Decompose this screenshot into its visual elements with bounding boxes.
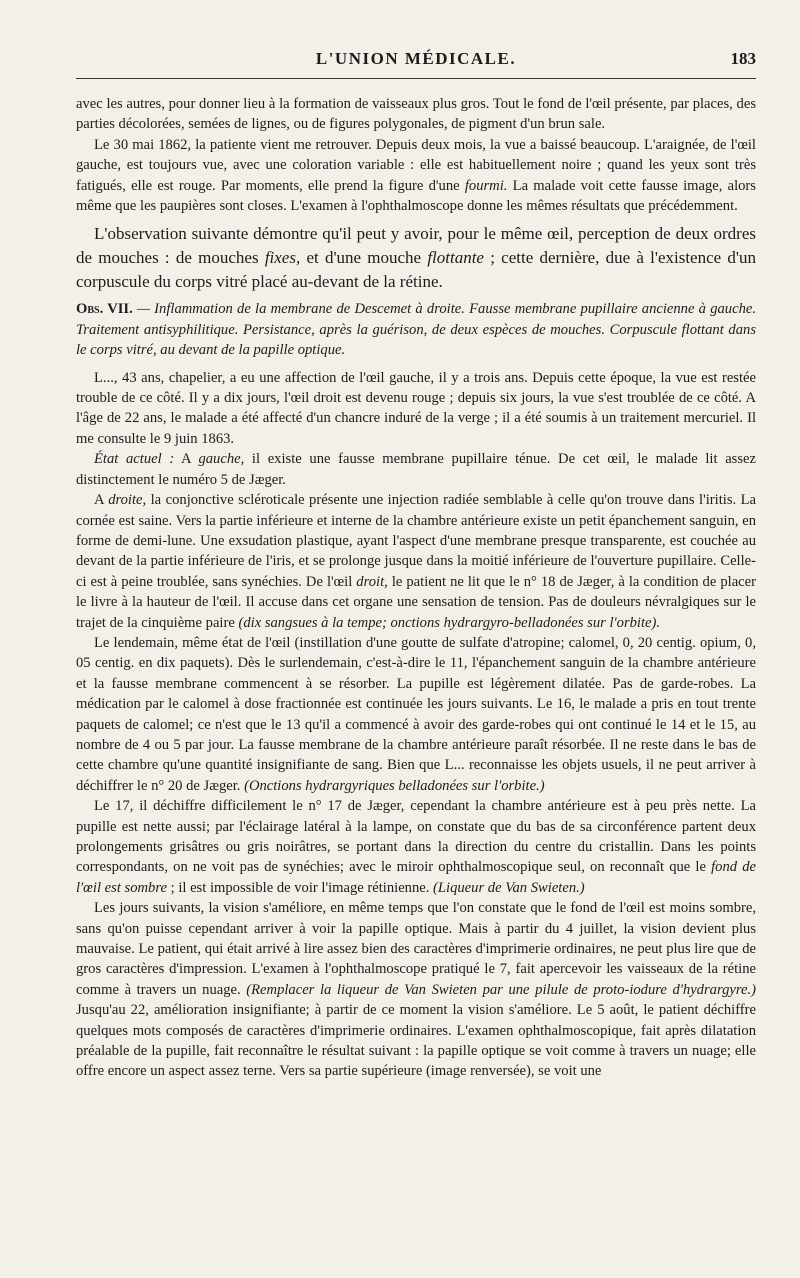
- italic-term: droit,: [356, 573, 388, 590]
- italic-treatment: (Liqueur de Van Swieten.): [433, 879, 585, 896]
- page-header: [76, 46, 756, 74]
- text-run: La malade voit cette fausse image, alors même que les paupières sont closes. L'examen à l'ophthalmoscope donne les mêmes résultats que précédemment.: [76, 177, 756, 215]
- text-run: A: [174, 451, 199, 468]
- text-run: il existe une fausse membrane pupillaire ténue. De cet œil, le malade lit assez distinctement le numéro 5 de Jæger.: [76, 451, 756, 488]
- lead-paragraph: [76, 222, 756, 294]
- paragraph-etat-actuel: [76, 449, 756, 490]
- italic-term: gauche,: [198, 451, 245, 468]
- text-run: Le 30 mai 1862, la patiente vient me retrouver. Depuis deux mois, la vue a baissé beaucoup. L'araignée, de l'œil gauche, est toujours vue, avec une coloration variable : elle est habituellement noire ; quand les yeux sont très fatigués, elle est rouge. Par moments, elle prend la figure d'une: [76, 136, 756, 194]
- text-run: ; il est impossible de voir l'image rétinienne.: [166, 879, 434, 896]
- paragraph-continuation: avec les autres, pour donner lieu à la formation de vaisseaux plus gros. Tout le fond de l'œil présente, par places, des parties décolorées, semées de lignes, ou de figures polygonales, de pigment d'un brun sale.: [76, 96, 756, 133]
- italic-term: fixes,: [264, 248, 301, 268]
- text-run: Jusqu'au 22, amélioration insignifiante; à partir de ce moment la vision s'améliore. Le 5 août, le patient déchiffre quelques mots composés de caractères d'imprimerie ordinaires. L'examen ophthalmoscopique, fait après dilatation préalable de la pupille, fait reconnaître le résultat suivant : la papille optique se voit comme à travers un nuage; elle offre encore un aspect assez terne. Vers sa partie supérieure (image renversée), se voit une: [76, 1002, 756, 1080]
- page-number: 183: [730, 49, 756, 68]
- observation-label: Obs. VII.: [76, 301, 133, 318]
- text-run: ; cette dernière, due à l'existence d'un corpuscule du corps vitré placé au-devant de la rétine.: [76, 248, 756, 292]
- italic-term: fourmi.: [464, 177, 508, 194]
- italic-term: flottante: [427, 248, 484, 268]
- italic-treatment: (Remplacer la liqueur de Van Swieten par une pilule de proto-iodure d'hydrargyre.): [246, 981, 756, 998]
- italic-treatment: (dix sangsues à la tempe; onctions hydrargyro-belladonées sur l'orbite).: [238, 614, 661, 631]
- italic-term: droite,: [108, 492, 147, 509]
- text-run: Les jours suivants, la vision s'améliore, en même temps que l'on constate que le fond de l'œil est moins sombre, sans qu'on puisse cependant arriver à voir la papille optique. Mais à partir du 4 juillet, la vision devient plus mauvaise. Le patient, qui était arrivé à lire assez bien des caractères d'imprimerie ordinaires, ne peut plus lire que de gros caractères d'impression. L'examen à l'ophthalmoscope pratiqué le 7, fait apercevoir les vaisseaux de la rétine comme à travers un nuage.: [76, 900, 756, 998]
- text-run: et d'une mouche: [300, 248, 428, 268]
- header-rule: [76, 78, 756, 79]
- paragraph-right-eye: [76, 490, 756, 633]
- article-body: [76, 94, 756, 1082]
- paragraph-17th: [76, 796, 756, 898]
- text-run: L'observation suivante démontre qu'il peut y avoir, pour le même œil, perception de deux ordres de mouches : de mouches: [76, 224, 756, 268]
- text-run: Le lendemain, même état de l'œil (instillation d'une goutte de sulfate d'atropine; calomel, 0, 20 centig. opium, 0, 05 centig. en dix paquets). Dès le surlendemain, c'est-à-dire le 11, l'épanchement sanguin de la chambre antérieure et la fausse membrane commencent à se résorber. La pupille est légèrement dilatée. Pas de garde-robes. La médication par le calomel à dose fractionnée est continuée les jours suivants. Le 16, le malade a pris en tout trente paquets de calomel; ce n'est que le 13 qu'il a commencé à avoir des garde-robes qui ont continué le 14 et le 15, au nombre de 4 ou 5 par jour. La fausse membrane de la chambre antérieure paraît résorbée. Il ne reste dans le bas de cette chambre qu'une quantité insignifiante de sang. Bien que L... reconnaisse les objets usuels, il ne peut arriver à déchiffrer le n° 20 de Jæger.: [76, 634, 756, 794]
- text-run: Le 17, il déchiffre difficilement le n° 17 de Jæger, cependant la chambre antérieure est à peu près nette. La pupille est nette aussi; par l'éclairage latéral à la lampe, on constate que du bas de sa circonférence partent deux prolongements grisâtres ou gris noirâtres, se portant dans la direction du centre du cristallin. Dans les points correspondants, on ne voit pas de synéchies; avec le miroir ophthalmoscopique seul, on reconnaît que le: [76, 798, 756, 876]
- paragraph-next-day: [76, 633, 756, 796]
- text-run: la conjonctive scléroticale présente une injection radiée semblable à celle qu'on trouve dans l'iritis. La cornée est saine. Vers la partie inférieure et interne de la chambre antérieure existe un petit épanchement sanguin, en forme de demi-lune. Une exsudation plastique, ayant l'aspect d'une membrane presque transparente, est couchée au devant de la partie inférieure de l'iris, et se prolonge jusque dans la moitié inférieure de l'ouverture pupillaire. Celle-ci est à peine troublée, sans synéchies. De l'œil: [76, 492, 756, 590]
- text-run: A: [94, 492, 109, 509]
- italic-term: État actuel :: [94, 451, 175, 468]
- running-title: L'UNION MÉDICALE.: [315, 49, 517, 68]
- observation-title: — Inflammation de la membrane de Descemet à droite. Fausse membrane pupillaire ancienne à gauche. Traitement antisyphilitique. Persistance, après la guérison, de deux espèces de mouches. Corpuscule flottant dans le corps vitré, au devant de la papille optique.: [76, 301, 756, 359]
- paragraph-may-1862: [76, 135, 756, 217]
- observation-heading: [76, 299, 756, 360]
- text-run: le patient ne lit que le n° 18 de Jæger, à la condition de placer le livre à la hauteur de l'œil. Il accuse dans cet organe une sensation de tension. Pas de douleurs névralgiques sur le trajet de la cinquième paire: [76, 573, 756, 631]
- italic-treatment: (Onctions hydrargyriques belladonées sur l'orbite.): [244, 777, 545, 794]
- paragraph-patient-history: L..., 43 ans, chapelier, a eu une affection de l'œil gauche, il y a trois ans. Depuis cette époque, la vue est restée trouble de ce côté. Il y a dix jours, l'œil droit est devenu rouge ; depuis six jours, la vue s'est troublée de ce côté. A l'âge de 22 ans, le malade a été affecté d'un chancre induré de la verge ; il a été soumis à un traitement mercuriel. Il me consulte le 9 juin 1863.: [76, 369, 756, 447]
- italic-term: fond de l'œil est sombre: [76, 859, 756, 896]
- paragraph-following-days: [76, 898, 756, 1082]
